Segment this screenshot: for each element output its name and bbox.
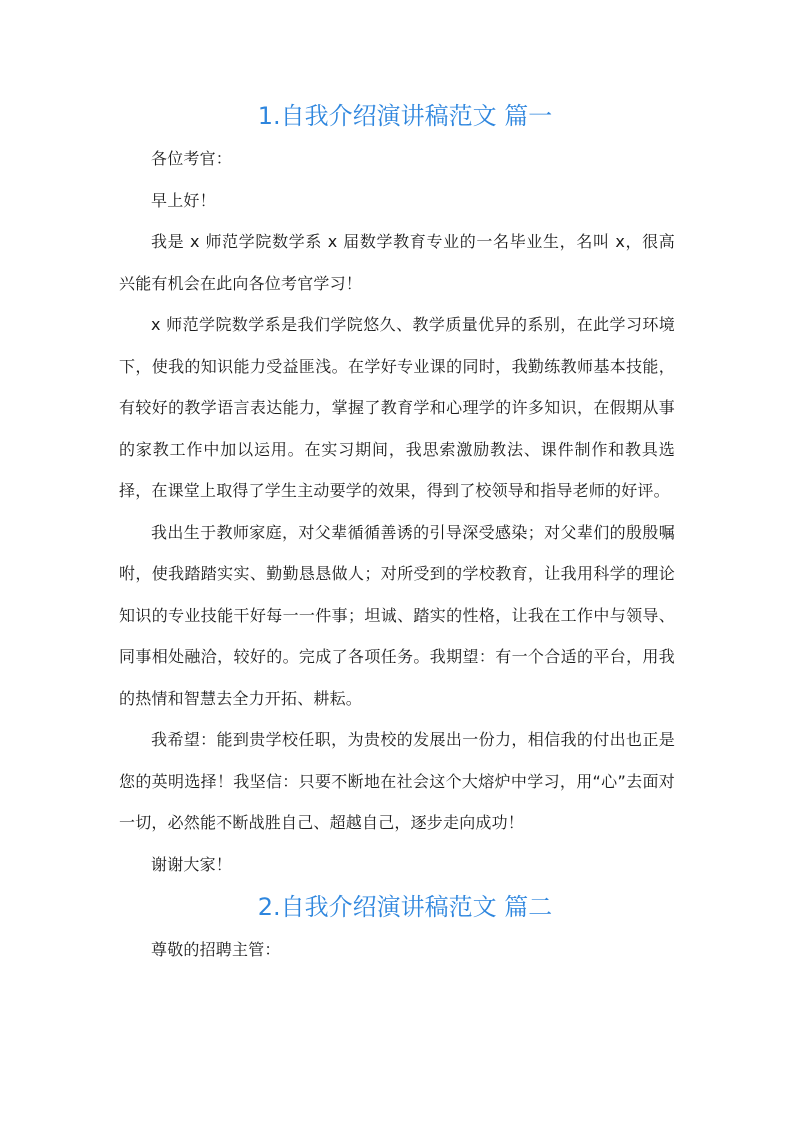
section-1-paragraph-salutation: 早上好！ — [151, 190, 216, 210]
section-1-paragraph-greeting: 各位考官： — [151, 149, 233, 168]
section-1-paragraph-thanks: 谢谢大家！ — [151, 854, 233, 874]
document-body — [119, 96, 675, 971]
section-1-paragraph-hope: 我希望：能到贵学校任职，为贵校的发展出一份力，相信我的付出也正是您的英明选择！我坚信：只要不断地在社会这个大熔炉中学习，用“心”去面对一切，必然能不断战胜自己、超越自己，逐步走向成功！ — [119, 730, 675, 832]
section-2-title: 2.自我介绍演讲稿范文 篇二 — [257, 893, 553, 921]
section-1-paragraph-intro: 我是 x 师范学院数学系 x 届数学教育专业的一名毕业生，名叫 x，很高兴能有机会在此向各位考官学习！ — [119, 232, 675, 293]
section-1-paragraph-education: x 师范学院数学系是我们学院悠久、教学质量优异的系别，在此学习环境下，使我的知识能力受益匪浅。在学好专业课的同时，我勤练教师基本技能，有较好的教学语言表达能力，掌握了教育学和心理学的许多知识，在假期从事的家教工作中加以运用。在实习期间，我思索激励教法、课件制作和教具选择，在课堂上取得了学生主动要学的效果，得到了校领导和指导老师的好评。 — [119, 315, 675, 500]
section-2-paragraph-greeting: 尊敬的招聘主管： — [151, 940, 281, 959]
section-1-paragraph-family: 我出生于教师家庭，对父辈循循善诱的引导深受感染；对父辈们的殷殷嘱咐，使我踏踏实实、勤勤恳恳做人；对所受到的学校教育，让我用科学的理论知识的专业技能干好每一一件事；坦诚、踏实的性格，让我在工作中与领导、同事相处融洽，较好的。完成了各项任务。我期望：有一个合适的平台，用我的热情和智慧去全力开拓、耕耘。 — [119, 522, 675, 708]
section-1-title: 1.自我介绍演讲稿范文 篇一 — [257, 102, 553, 130]
